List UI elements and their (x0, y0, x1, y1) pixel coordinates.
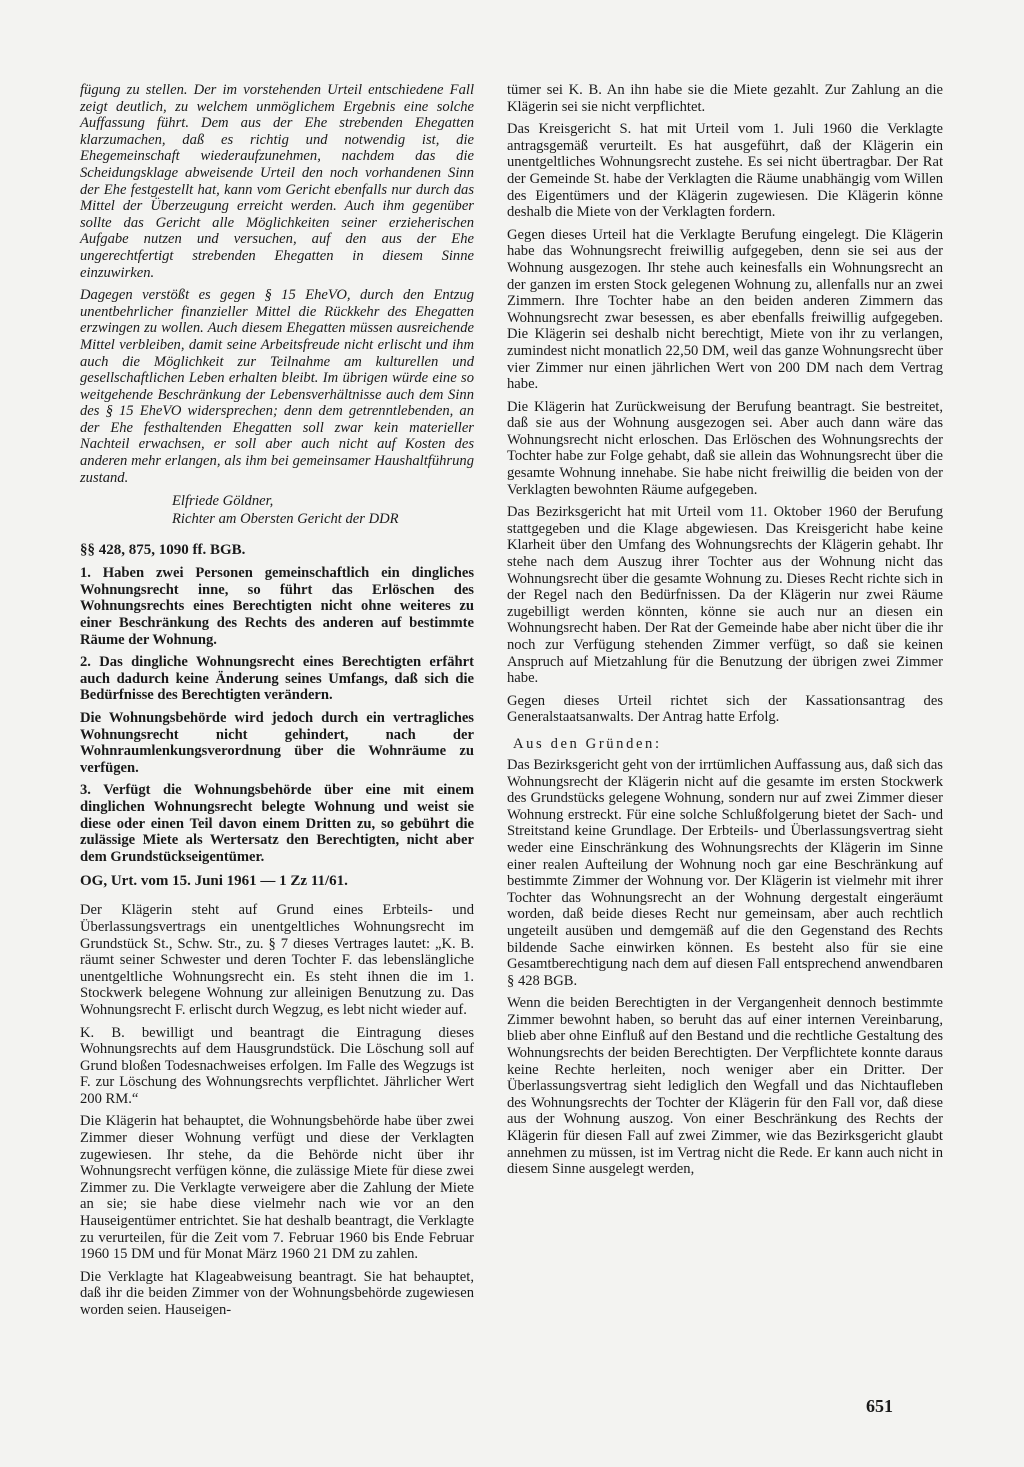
page-number: 651 (866, 1396, 893, 1416)
body-paragraph: Das Bezirksgericht hat mit Urteil vom 11. Oktober 1960 der Berufung stattgegeben und die Klage abgewiesen. Das Kreisgericht habe keine Klarheit über den Umfang des Wohnungsrechts der Klägerin gehabt. Ihr stehe nach dem Auszug ihrer Tochter aus der Wohnung nicht das Wohnungsrecht über die gesamte Wohnung zu. Dieses Recht richte sich in der Regel nach den Bedürfnissen. Da der Klägerin nur zwei Räume zugebilligt werden könnten, könne sie auch nur an diesen ein Wohnungsrecht haben. Der Rat der Gemeinde habe aber nicht über die ihr noch zur Verfügung stehenden Zimmer verfügt, so daß sie keinen Anspruch auf Mietzahlung für die Benutzung der übrigen zwei Zimmer habe. (507, 504, 943, 687)
statute-heading: §§ 428, 875, 1090 ff. BGB. (80, 542, 246, 559)
body-paragraph: tümer sei K. B. An ihn habe sie die Miete gezahlt. Zur Zahlung an die Klägerin sei sie nicht verpflichtet. (507, 82, 943, 115)
author-title: Richter am Obersten Gericht der DDR (172, 511, 399, 528)
body-paragraph: Die Klägerin hat behauptet, die Wohnungsbehörde habe über zwei Zimmer dieser Wohnung verfügt und diese der Verklagten zugewiesen. Ihr stehe, da die Behörde nicht über ihr Wohnungsrecht verfügen könne, die zulässige Miete für diese zwei Zimmer zu. Die Verklagte verweigere aber die Zahlung der Miete an sie; sie habe diese vielmehr nach wie vor an den Hauseigentümer entrichtet. Sie hat deshalb beantragt, die Verklagte zu verurteilen, für die Zeit vom 7. Februar 1960 bis Ende Februar 1960 15 DM und für Monat März 1960 21 DM zu zahlen. (80, 1113, 474, 1263)
author-name: Elfriede Göldner, (172, 493, 274, 510)
body-paragraph: K. B. bewilligt und beantragt die Eintragung dieses Wohnungsrechts auf dem Hausgrundstück. Die Löschung soll auf Grund bloßen Todesnachweises erfolgen. Im Falle des Wegzugs ist F. zur Löschung des Wohnungsrechts verpflichtet. Jährlicher Wert 200 RM.“ (80, 1024, 474, 1107)
body-paragraph: Die Klägerin hat Zurückweisung der Berufung beantragt. Sie bestreitet, daß sie aus der Wohnung ausgezogen sei. Aber auch dann wäre das Wohnungsrecht nicht erloschen. Das Erlöschen des Wohnungsrechts der Tochter habe zur Folge gehabt, daß sie allein das Wohnungsrecht über die gesamte Wohnung innehabe. Sie habe nicht freiwillig die beiden von der Verklagten bewohnten Räume aufgegeben. (507, 398, 943, 498)
body-paragraph: Gegen dieses Urteil hat die Verklagte Berufung eingelegt. Die Klägerin habe das Wohnungsrecht freiwillig aufgegeben, denn sie sei aus der Wohnung ausgezogen. Ihr stehe auch keinesfalls ein Wohnungsrecht an der ganzen im ersten Stock gelegenen Wohnung zu, allenfalls nur an zwei Zimmern. Ihre Tochter habe an den beiden anderen Zimmern das Wohnungsrecht zwar besessen, es aber ebenfalls freiwillig aufgegeben. Die Klägerin sei deshalb nicht berechtigt, Miete von ihr zu verlangen, zumindest nicht monatlich 22,50 DM, weil das ganze Wohnungsrecht über vier Zimmer nur einen jährlichen Wert von 200 DM nach dem Vertrag habe. (507, 226, 943, 393)
body-paragraph: Die Verklagte hat Klageabweisung beantragt. Sie hat behauptet, daß ihr die beiden Zimmer von der Wohnungsbehörde zugewiesen worden seien. Hauseigen- (80, 1268, 474, 1318)
headnote-1: 1. Haben zwei Personen gemeinschaftlich ein dingliches Wohnungsrecht inne, so führt das Erlöschen des Wohnungsrechts eines Berechtigten nicht ohne weiteres zu einer Beschränkung des Rechts des anderen auf bestimmte Räume der Wohnung. (80, 565, 474, 648)
body-paragraph: Das Kreisgericht S. hat mit Urteil vom 1. Juli 1960 die Verklagte antragsgemäß verurteilt. Es hat ausgeführt, daß der Klägerin ein unentgeltliches Wohnungsrecht zustehe. Es sei nicht übertragbar. Der Rat der Gemeinde St. habe der Verklagten die Räume unabhängig vom Willen des Eigentümers und der Klägerin zugewiesen. Die Klägerin könne deshalb die Miete von der Verklagten fordern. (507, 121, 943, 221)
signature-block (172, 492, 474, 528)
left-column (80, 82, 474, 1325)
body-paragraph: Das Bezirksgericht geht von der irrtümlichen Auffassung aus, daß sich das Wohnungsrecht der Klägerin nicht auf die gesamte im ersten Stockwerk des Grundstücks gelegene Wohnung, sondern nur auf zwei Zimmer dieser Wohnung erstreckt. Für eine solche Schlußfolgerung bietet der Sach- und Streitstand keine Grundlage. Der Erbteils- und Überlassungsvertrag sieht weder eine Einschränkung des Wohnungsrechts der Klägerin im Sinne einer realen Aufteilung der Wohnung noch gar eine Beschränkung auf bestimmte Zimmer der Wohnung vor. Der Klägerin ist vielmehr mit ihrer Tochter das Wohnungsrecht an der Wohnung dergestalt eingeräumt worden, daß beide dieses Recht nur gemeinsam, aber auch rechtlich ungeteilt ausüben und demgemäß auf die den Gegenstand des Rechts bildende Sache einwirken können. Es besteht also für sie eine Gesamtberechtigung nach dem auf diesen Fall entsprechend anwendbaren § 428 BGB. (507, 756, 943, 989)
body-paragraph: Wenn die beiden Berechtigten in der Vergangenheit dennoch bestimmte Zimmer bewohnt haben, so beruht das auf einer internen Vereinbarung, blieb aber ohne Einfluß auf den Bestand und die rechtliche Gestaltung des Wohnungsrechts der beiden Berechtigten. Der Verpflichtete konnte daraus keine Rechte herleiten, noch weniger aber ein Dritter. Der Überlassungsvertrag sieht lediglich den Wegfall und das Nichtaufleben des Wohnungsrechts der Tochter der Klägerin für den Fall vor, daß diese aus der Wohnung auszog. Von einer Beschränkung des Rechts der Klägerin für diesen Fall auf zwei Zimmer, wie das Bezirksgericht glaubt annehmen zu müssen, ist im Vertrag nicht die Rede. Er kann auch nicht in diesem Sinne ausgelegt werden, (507, 995, 943, 1178)
right-column (507, 82, 943, 1184)
headnote-3: 3. Verfügt die Wohnungsbehörde über eine mit einem dinglichen Wohnungsrecht belegte Wohnung und weist sie diese oder einen Teil davon einem Dritten zu, so gebührt die zulässige Miete als Wertersatz den Berechtigten, nicht aber dem Grundstückseigentümer. (80, 782, 474, 865)
headnote-2: 2. Das dingliche Wohnungsrecht eines Berechtigten erfährt auch dadurch keine Änderung seines Umfangs, daß sich die Bedürfnisse des Berechtigten verändern. (80, 654, 474, 704)
section-subheading: Aus den Gründen: (513, 735, 662, 752)
essay-paragraph: fügung zu stellen. Der im vorstehenden Urteil entschiedene Fall zeigt deutlich, zu welchem unmöglichem Ergebnis eine solche Auffassung führt. Dem aus der Ehe strebenden Ehegatten klarzumachen, daß es richtig und notwendig ist, die Ehegemeinschaft wiederaufzunehmen, nachdem das die Scheidungsklage abweisende Urteil den noch vorhandenen Sinn der Ehe festgestellt hat, kann vom Gericht ebenfalls nur durch das Mittel der Überzeugung erreicht werden. Auch ihm gegenüber sollte das Gericht alle Möglichkeiten seiner erzieherischen Aufgabe nutzen und versuchen, auf den aus der Ehe ungerechtfertigt strebenden Ehegatten in diesem Sinne einzuwirken. (80, 82, 474, 281)
essay-paragraph: Dagegen verstößt es gegen § 15 EheVO, durch den Entzug unentbehrlicher finanzieller Mittel die Rückkehr des Ehegatten erzwingen zu wollen. Auch diesem Ehegatten müssen ausreichende Mittel verbleiben, damit seine Arbeitsfreude nicht erlischt und ihm auch die Möglichkeit zur Teilnahme am kulturellen und gesellschaftlichen Leben erhalten bleibt. Im übrigen würde eine so weitgehende Beschränkung der Lebensverhältnisse auch dem Sinn des § 15 EheVO widersprechen; denn dem getrenntlebenden, an der Ehe festhaltenden Ehegatten soll zwar kein materieller Nachteil erwachsen, er soll aber auch nicht auf Kosten des anderen mehr erlangen, als ihm bei gemeinsamer Haushaltführung zustand. (80, 287, 474, 486)
headnote-2b: Die Wohnungsbehörde wird jedoch durch ein vertragliches Wohnungsrecht nicht gehindert, nach der Wohnraumlenkungsverordnung über die Wohnräume zu verfügen. (80, 710, 474, 776)
case-citation: OG, Urt. vom 15. Juni 1961 — 1 Zz 11/61. (80, 873, 348, 890)
body-paragraph: Gegen dieses Urteil richtet sich der Kassationsantrag des Generalstaatsanwalts. Der Antrag hatte Erfolg. (507, 692, 943, 726)
body-paragraph: Der Klägerin steht auf Grund eines Erbteils- und Überlassungsvertrags ein unentgeltliches Wohnungsrecht im Grundstück St., Schw. Str., zu. § 7 dieses Vertrages lautet: „K. B. räumt seiner Schwester und deren Tochter F. das lebenslängliche unentgeltliche Wohnungsrecht ein. Es steht ihnen die im 1. Stockwerk belegene Wohnung zur alleinigen Benutzung zu. Das Wohnungsrecht F. erlischt durch Wegzug, es lebt nicht wieder auf. (80, 902, 474, 1018)
